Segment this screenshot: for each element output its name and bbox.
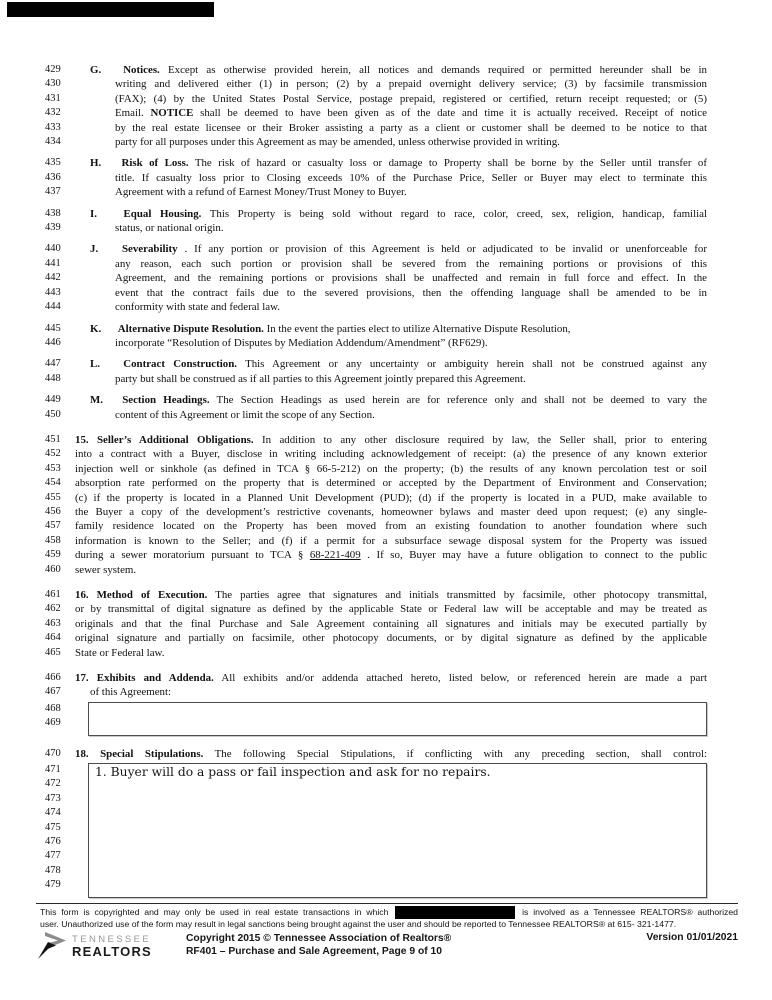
text-run: This Property is being sold without regard to race, color, creed, sex, religion, handicap, familial <box>209 207 707 220</box>
line-text <box>75 588 707 602</box>
redaction-bar-footer <box>395 906 515 919</box>
line-number: 461 <box>45 589 61 600</box>
doc-line <box>40 408 707 422</box>
text-run: Risk of Loss. <box>121 157 189 170</box>
line-number: 472 <box>45 778 61 790</box>
text-run: All exhibits and/or addenda attached hereto, listed below, or referenced herein are made a part <box>221 672 707 685</box>
line-number: 457 <box>45 520 61 532</box>
text-run: event that the contract fails due to the severed provisions, then the offending language shall be amended to be in <box>115 286 707 299</box>
line-number: 459 <box>45 549 61 561</box>
doc-line <box>40 393 707 407</box>
section-block <box>40 207 707 236</box>
line-number: 431 <box>45 92 61 104</box>
line-number: 454 <box>45 477 61 489</box>
disclaimer-line-1 <box>40 906 738 919</box>
doc-line <box>40 357 707 371</box>
paragraph-label: L. <box>90 358 100 371</box>
text-run: Email. <box>115 107 151 120</box>
line-text <box>75 433 707 447</box>
text-run: absorption rate performed on the property that is determined or accepted by the Department of Environment and Conservation; <box>75 477 707 490</box>
section-block <box>40 702 707 736</box>
line-number: 437 <box>45 186 61 198</box>
text-run: title. If casualty loss prior to Closing exceeds 10% of the Purchase Price, Seller or Buyer may elect to terminate this <box>115 171 707 184</box>
doc-line <box>40 671 707 685</box>
line-number: 473 <box>45 792 61 804</box>
line-number: 452 <box>45 448 61 460</box>
doc-line <box>40 242 707 256</box>
line-text <box>75 563 707 577</box>
paragraph-label: K. <box>90 322 102 335</box>
line-number: 463 <box>45 617 61 629</box>
line-text <box>75 671 707 685</box>
line-number: 451 <box>45 433 61 445</box>
doc-line <box>40 548 707 562</box>
line-number: 456 <box>45 505 61 517</box>
line-number: 471 <box>45 764 61 776</box>
section-block <box>40 156 707 199</box>
line-number: 439 <box>45 222 61 234</box>
text-run: party but shall be construed as if all parties to this Agreement jointly prepared this Agreement. <box>115 372 526 385</box>
line-text <box>75 685 707 699</box>
text-run: content of this Agreement or limit the scope of any Section. <box>115 408 375 421</box>
exhibits-input-box[interactable] <box>88 702 707 736</box>
line-text <box>75 286 707 300</box>
doc-line <box>40 631 707 645</box>
line-text <box>75 372 707 386</box>
doc-line <box>40 286 707 300</box>
doc-line <box>40 747 707 761</box>
doc-line <box>40 156 707 170</box>
text-run: 18. Special Stipulations. <box>75 747 204 760</box>
text-run: into a contract with a Buyer, disclose in writing including acknowledgement of receipt: (a) the presence of any known exterior <box>75 448 707 461</box>
line-number: 448 <box>45 372 61 384</box>
line-number: 469 <box>45 717 61 729</box>
line-text <box>75 602 707 616</box>
line-number: 465 <box>45 646 61 658</box>
special-stipulations-box[interactable] <box>88 763 707 898</box>
text-run: information is known to the Seller; and (f) if a permit for a subsurface sewage disposal system for the Property was issued <box>75 534 707 547</box>
line-text <box>75 519 707 533</box>
doc-line <box>40 447 707 461</box>
text-run: Agreement with a refund of Earnest Money/Trust Money to Buyer. <box>115 186 407 199</box>
section-block <box>40 63 707 149</box>
text-run: shall be deemed to have been given as of the date and time it is actually received. Receipt of notice <box>200 107 707 120</box>
line-text <box>75 77 707 91</box>
line-number: 462 <box>45 603 61 615</box>
redaction-bar-top <box>7 2 214 17</box>
section-block <box>40 671 707 700</box>
line-number: 435 <box>45 157 61 169</box>
form-id-line: RF401 – Purchase and Sale Agreement, Page 9 of 10 <box>186 946 443 957</box>
text-run: Contract Construction. <box>123 358 238 371</box>
line-number: 445 <box>45 322 61 334</box>
logo-tennessee-label: TENNESSEE <box>72 934 152 945</box>
section-block <box>40 747 707 761</box>
line-text <box>75 548 707 562</box>
text-run: 15. Seller’s Additional Obligations. <box>75 433 254 446</box>
text-run: . If so, Buyer may have a future obligation to connect to the public <box>367 549 707 562</box>
text-run: injection well or sinkhole (as defined in TCA § 66-5-212) on the property; (b) the results of any known percolation test or soil <box>75 462 707 475</box>
doc-line <box>40 121 707 135</box>
line-number: 446 <box>45 336 61 348</box>
line-text <box>75 534 707 548</box>
section-block <box>40 433 707 577</box>
doc-line <box>40 77 707 91</box>
doc-line <box>40 702 707 736</box>
line-number: 453 <box>45 462 61 474</box>
text-run: NOTICE <box>150 107 194 120</box>
disclaimer-text-post: is involved as a Tennessee REALTORS® authorized <box>522 907 739 917</box>
text-run: any reason, each such portion or provision shall be severed from the remaining portions or provisions of this <box>115 257 707 270</box>
doc-line <box>40 491 707 505</box>
text-run: 16. Method of Execution. <box>75 589 208 601</box>
line-text <box>75 393 707 407</box>
line-text <box>75 747 707 761</box>
text-run: 17. Exhibits and Addenda. <box>75 672 214 685</box>
text-run: (FAX); (4) by the United States Postal Service, postage prepaid, registered or certified, return receipt requested; or (5) <box>115 92 707 105</box>
line-text <box>75 447 707 461</box>
line-number-column <box>40 702 75 736</box>
doc-line <box>40 322 707 336</box>
line-number: 476 <box>45 836 61 848</box>
doc-line <box>40 476 707 490</box>
form-box-text: 1. Buyer will do a pass or fail inspection and ask for no repairs. <box>95 765 491 780</box>
doc-line <box>40 646 707 660</box>
line-number: 464 <box>45 632 61 644</box>
line-text <box>75 207 707 221</box>
line-number: 468 <box>45 702 61 714</box>
text-run: (c) if the property is located in a Planned Unit Development (PUD); (d) if the property is located in a PUD, make available to <box>75 491 707 504</box>
doc-line <box>40 685 707 699</box>
text-run: Notices. <box>123 64 160 76</box>
doc-line <box>40 257 707 271</box>
text-run: or by transmittal of digital signature as defined by the applicable State or Federal law will be acceptable and may be treated as <box>75 603 707 616</box>
line-text <box>75 322 707 336</box>
line-number: 433 <box>45 121 61 133</box>
line-number: 455 <box>45 491 61 503</box>
document-body <box>40 63 707 898</box>
text-run: . If any portion or provision of this Agreement is held or adjudicated to be invalid or unenforceable for <box>184 243 707 256</box>
line-text <box>75 221 707 235</box>
line-text <box>75 300 707 314</box>
line-text <box>75 257 707 271</box>
doc-line <box>40 185 707 199</box>
text-run: writing and delivered either (1) in person; (2) by a prepaid overnight delivery service; (3) by facsimile transmission <box>115 78 707 91</box>
text-run: The Section Headings as used herein are for reference only and shall not be deemed to vary the <box>216 394 707 407</box>
text-run: In addition to any other disclosure required by law, the Seller shall, prior to entering <box>262 433 707 446</box>
line-number: 443 <box>45 286 61 298</box>
text-run: State or Federal law. <box>75 646 165 659</box>
line-number: 478 <box>45 864 61 876</box>
doc-line <box>40 207 707 221</box>
text-run: sewer system. <box>75 563 137 576</box>
copyright-block <box>186 932 451 958</box>
section-block <box>40 322 707 351</box>
line-number: 460 <box>45 563 61 575</box>
line-number: 442 <box>45 272 61 284</box>
line-text <box>75 242 707 256</box>
footer-bar <box>38 931 738 965</box>
line-number: 449 <box>45 394 61 406</box>
line-number: 430 <box>45 78 61 90</box>
text-run: conformity with state and federal law. <box>115 301 281 314</box>
tennessee-realtors-logo <box>38 932 152 960</box>
line-text <box>75 646 707 660</box>
line-text <box>75 491 707 505</box>
line-text <box>75 336 707 350</box>
section-block <box>40 763 707 898</box>
doc-line <box>40 92 707 106</box>
line-text <box>75 135 707 149</box>
line-number: 479 <box>45 879 61 891</box>
doc-line <box>40 106 707 120</box>
text-run: family residence located on the Property has been moved from an existing foundation to another foundation where such <box>75 520 707 533</box>
line-number: 458 <box>45 534 61 546</box>
doc-line <box>40 519 707 533</box>
line-number: 434 <box>45 136 61 148</box>
line-number: 436 <box>45 171 61 183</box>
text-run: party for all purposes under this Agreement as may be amended, unless otherwise provided in writing. <box>115 136 560 149</box>
doc-line <box>40 763 707 898</box>
logo-realtors-label: REALTORS <box>72 944 152 959</box>
text-run: Severability <box>121 243 178 256</box>
text-run: In the event the parties elect to utilize Alternative Dispute Resolution, <box>266 322 571 335</box>
line-number: 475 <box>45 821 61 833</box>
line-number-column <box>40 763 75 898</box>
line-number: 440 <box>45 243 61 255</box>
version-label: Version 01/01/2021 <box>646 932 738 943</box>
doc-line <box>40 63 707 77</box>
doc-line <box>40 462 707 476</box>
line-number: 444 <box>45 301 61 313</box>
line-text <box>75 156 707 170</box>
text-run: status, or national origin. <box>115 222 224 235</box>
line-number: 432 <box>45 107 61 119</box>
section-block <box>40 393 707 422</box>
paragraph-label: I. <box>90 207 97 220</box>
doc-line <box>40 602 707 616</box>
text-run: This Agreement or any uncertainty or ambiguity herein shall not be construed against any <box>245 358 707 371</box>
line-text <box>75 505 707 519</box>
arrow-logo-icon <box>38 932 68 960</box>
text-run: Agreement, and the remaining portions or provisions shall be unaffected and remain in full force and effect. In the <box>115 272 707 285</box>
doc-line <box>40 588 707 602</box>
text-run: during a sewer moratorium pursuant to TCA § <box>75 549 310 562</box>
line-text <box>75 462 707 476</box>
text-run: Equal Housing. <box>123 207 202 220</box>
section-block <box>40 357 707 386</box>
doc-line <box>40 505 707 519</box>
text-run: incorporate “Resolution of Disputes by Mediation Addendum/Amendment” (RF629). <box>115 336 488 349</box>
paragraph-label: G. <box>90 64 102 76</box>
text-run: The risk of hazard or casualty loss or damage to Property shall be borne by the Seller until transfer of <box>194 157 707 170</box>
line-text <box>75 106 707 120</box>
doc-line <box>40 271 707 285</box>
text-run: by the real estate licensee or their Broker assisting a party as a client or customer shall be deemed to be notice to that <box>115 121 707 134</box>
line-number: 447 <box>45 358 61 370</box>
text-run: The parties agree that signatures and initials transmitted by facsimile, other photocopy transmittal, <box>215 589 707 601</box>
footer-divider <box>36 903 738 904</box>
line-text <box>75 92 707 106</box>
footer-disclaimer <box>40 906 738 930</box>
copyright-line: Copyright 2015 © Tennessee Association of Realtors® <box>186 933 452 944</box>
line-number: 467 <box>45 686 61 698</box>
line-number: 438 <box>45 207 61 219</box>
line-number: 474 <box>45 807 61 819</box>
text-run: of this Agreement: <box>90 686 172 699</box>
paragraph-label: M. <box>90 394 104 407</box>
paragraph-label: H. <box>90 157 102 170</box>
line-text <box>75 631 707 645</box>
doc-line <box>40 372 707 386</box>
line-text <box>75 357 707 371</box>
disclaimer-text-pre: This form is copyrighted and may only be used in real estate transactions in which <box>40 907 389 917</box>
text-run: original signature and partially on facsimile, other photocopy documents, or by digital signature as defined by the applicable <box>75 632 707 645</box>
section-block <box>40 588 707 660</box>
line-number: 477 <box>45 850 61 862</box>
line-number: 450 <box>45 408 61 420</box>
doc-line <box>40 135 707 149</box>
text-run: originals and that the final Purchase and Sale Agreement containing all signatures and initials may be executed partially by <box>75 617 707 630</box>
line-text <box>75 476 707 490</box>
doc-line <box>40 563 707 577</box>
doc-line <box>40 433 707 447</box>
text-run: The following Special Stipulations, if conflicting with any preceding section, shall control: <box>214 747 708 760</box>
disclaimer-line-2: user. Unauthorized use of the form may result in legal sanctions being brought against the user and should be reported to Tennessee REALTORS® at 615- 321-1477. <box>40 919 677 929</box>
text-run: the Buyer a copy of the development’s restrictive covenants, homeowner bylaws and master deed upon request; (e) any single- <box>75 505 707 518</box>
paragraph-label: J. <box>90 243 99 256</box>
line-number: 470 <box>45 747 61 759</box>
line-number: 429 <box>45 64 61 75</box>
text-run: Except as otherwise provided herein, all notices and demands required or permitted hereunder shall be in <box>167 64 707 76</box>
line-text <box>75 408 707 422</box>
section-block <box>40 242 707 314</box>
line-text <box>75 171 707 185</box>
logo-text <box>72 934 152 958</box>
doc-line <box>40 300 707 314</box>
line-number: 441 <box>45 257 61 269</box>
text-run: 68-221-409 <box>309 549 361 562</box>
line-text <box>75 617 707 631</box>
doc-line <box>40 171 707 185</box>
line-number: 466 <box>45 672 61 684</box>
line-text <box>75 271 707 285</box>
line-text <box>75 63 707 77</box>
doc-line <box>40 221 707 235</box>
doc-line <box>40 617 707 631</box>
text-run: Alternative Dispute Resolution. <box>117 322 264 335</box>
line-text <box>75 121 707 135</box>
doc-line <box>40 336 707 350</box>
text-run: Section Headings. <box>122 394 210 407</box>
doc-line <box>40 534 707 548</box>
line-text <box>75 185 707 199</box>
